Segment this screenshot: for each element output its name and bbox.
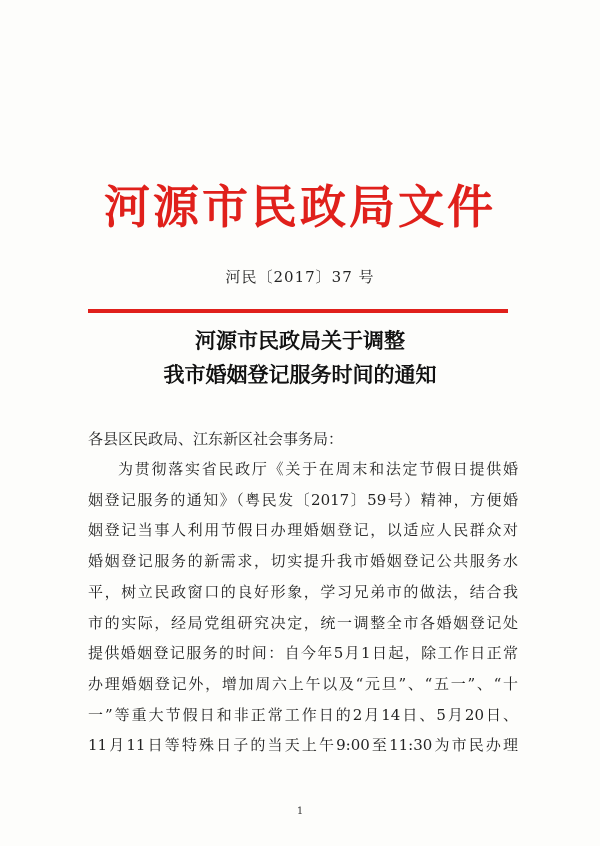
letterhead-title: 河源市民政局文件 — [104, 180, 496, 234]
body-line: 市的实际，经局党组研究决定，统一调整全市各婚姻登记处 — [88, 613, 518, 632]
body-line: 提供婚姻登记服务的时间：自今年5月1日起，除工作日正常 — [88, 644, 518, 663]
body-line: 为贯彻落实省民政厅《关于在周末和法定节假日提供婚 — [118, 460, 518, 478]
notice-title-line-2: 我市婚姻登记服务时间的通知 — [163, 363, 437, 387]
body-line: 姻登记当事人利用节假日办理婚姻登记，以适应人民群众对 — [88, 521, 518, 540]
body-line: 11月11日等特殊日子的当天上午9:00至11:30为市民办理 — [88, 736, 518, 755]
notice-title — [0, 324, 600, 392]
notice-title-line-1: 河源市民政局关于调整 — [195, 329, 405, 353]
body-line: 一”等重大节假日和非正常工作日的2月14日、5月20日、 — [88, 705, 518, 724]
red-divider-line — [88, 309, 508, 313]
body-line: 婚姻登记服务的新需求，切实提升我市婚姻登记公共服务水 — [88, 552, 518, 571]
salutation: 各县区民政局、江东新区社会事务局： — [88, 430, 344, 448]
page-number: 1 — [296, 806, 304, 817]
body-line: 姻登记服务的通知》（粤民发〔2017〕59号）精神，方便婚 — [88, 490, 518, 509]
body-line: 办理婚姻登记外，增加周六上午以及“元旦”、“五一”、“十 — [88, 674, 518, 693]
document-number: 河民〔2017〕37 号 — [225, 268, 375, 286]
body-line: 平，树立民政窗口的良好形象，学习兄弟市的做法，结合我 — [88, 582, 518, 601]
body-text — [88, 454, 518, 761]
